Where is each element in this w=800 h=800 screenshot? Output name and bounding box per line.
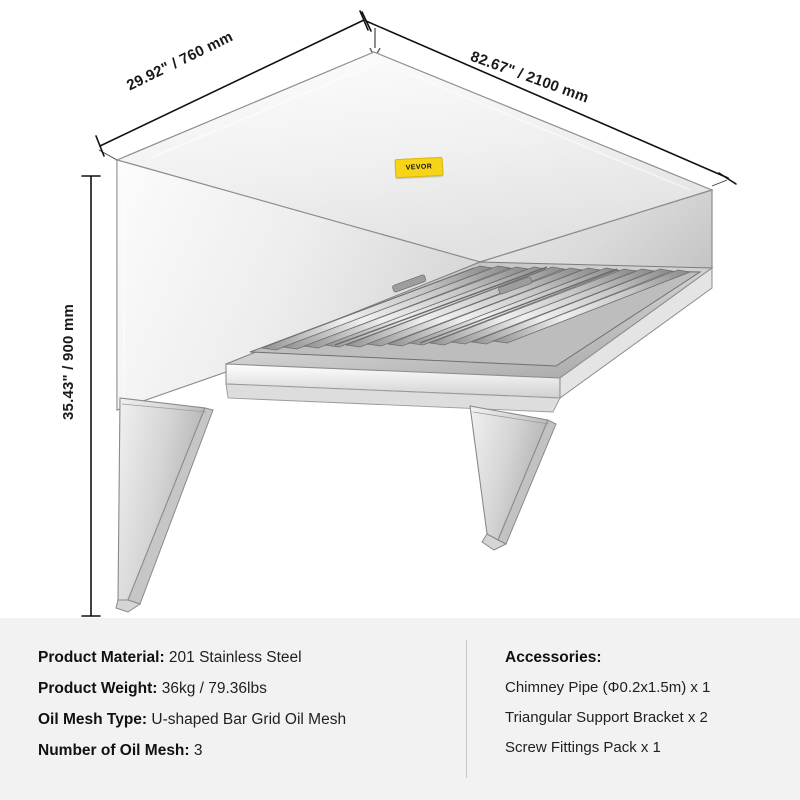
spec-key: Product Weight: xyxy=(38,680,158,697)
hanging-wire xyxy=(370,28,380,54)
support-bracket-left xyxy=(116,398,213,612)
spec-key: Oil Mesh Type: xyxy=(38,711,148,728)
spec-value: 201 Stainless Steel xyxy=(168,649,302,666)
spec-key: Product Material: xyxy=(38,649,165,666)
spec-panel xyxy=(0,618,800,800)
brand-badge xyxy=(395,157,444,178)
support-bracket-right xyxy=(470,406,556,550)
spec-row xyxy=(38,642,466,673)
accessories-title: Accessories: xyxy=(505,649,602,666)
accessory-item: Chimney Pipe (Φ0.2x1.5m) x 1 xyxy=(505,679,711,696)
spec-key: Number of Oil Mesh: xyxy=(38,742,190,759)
accessories-list xyxy=(467,618,800,800)
brand-badge-label: VEVOR xyxy=(405,163,433,172)
spec-row xyxy=(38,735,466,766)
dimension-label-width: 82.67" / 2100 mm xyxy=(468,48,592,107)
accessory-item: Triangular Support Bracket x 2 xyxy=(505,709,708,726)
spec-value: 36kg / 79.36lbs xyxy=(161,680,267,697)
dimension-label-height: 35.43" / 900 mm xyxy=(60,303,77,420)
spec-row xyxy=(38,673,466,704)
spec-list xyxy=(0,618,466,800)
accessory-item: Screw Fittings Pack x 1 xyxy=(505,739,661,756)
spec-value: U-shaped Bar Grid Oil Mesh xyxy=(151,711,347,728)
spec-value: 3 xyxy=(193,742,203,759)
dimension-label-depth: 29.92" / 760 mm xyxy=(124,28,236,95)
spec-row xyxy=(38,704,466,735)
